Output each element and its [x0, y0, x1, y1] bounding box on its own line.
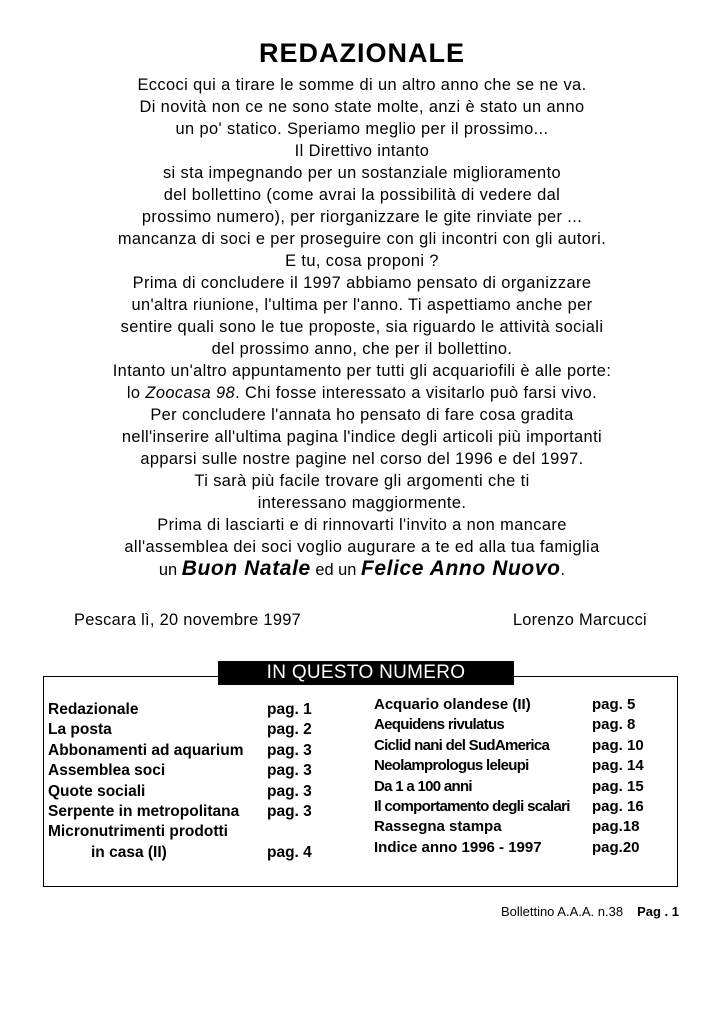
body-line: Intanto un'altro appuntamento per tutti gli acquariofili è alle porte: [112, 362, 612, 380]
zoocasa-suffix: . Chi fosse interessato a visitarlo può farsi vivo. [235, 384, 598, 402]
greeting-post: . [560, 561, 566, 579]
toc-entry-page: pag. 3 [267, 802, 312, 820]
zoocasa-name: Zoocasa 98 [145, 384, 236, 402]
toc-entry-page: pag.18 [592, 818, 640, 836]
body-line: mancanza di soci e per proseguire con gli incontri con gli autori. [117, 230, 607, 248]
toc-entry-title: Indice anno 1996 - 1997 [374, 838, 542, 856]
toc-entry-title: Aequidens rivulatus [374, 716, 505, 734]
greeting-mid: ed un [310, 561, 361, 579]
body-line: Il Direttivo intanto [294, 142, 430, 160]
toc-entry-page: pag. 3 [267, 762, 312, 780]
body-line: apparsi sulle nostre pagine nel corso del 1996 e del 1997. [140, 450, 584, 468]
toc-entry-page: pag. 16 [592, 797, 644, 815]
place-date: Pescara lì, 20 novembre 1997 [74, 611, 302, 629]
body-line: all'assemblea dei soci voglio augurare a te ed alla tua famiglia [124, 538, 600, 556]
toc-entry-page: pag. 10 [592, 736, 644, 754]
toc-entry-title: Serpente in metropolitana [48, 802, 240, 820]
holiday-greeting [0, 557, 724, 581]
body-line: prossimo numero), per riorganizzare le gite rinviate per ... [141, 208, 583, 226]
toc-entry-title: in casa (II) [91, 843, 167, 861]
greeting-pre: un [158, 561, 182, 579]
footer-page-number: Pag . 1 [637, 904, 679, 919]
toc-entry-page: pag.20 [592, 838, 640, 856]
toc-entry-title: Da 1 a 100 anni [374, 777, 472, 795]
page-footer [501, 904, 679, 919]
toc-entry-page: pag. 3 [267, 782, 312, 800]
body-line: Prima di concludere il 1997 abbiamo pensato di organizzare [132, 274, 592, 292]
toc-entry-title: Abbonamenti ad aquarium [48, 741, 244, 759]
toc-entry-title: Rassegna stampa [374, 818, 502, 836]
toc-entry-title: Assemblea soci [48, 762, 166, 780]
body-line: del prossimo anno, che per il bollettino. [211, 340, 513, 358]
body-line: si sta impegnando per un sostanziale miglioramento [162, 164, 562, 182]
body-line: E tu, cosa proponi ? [285, 252, 439, 270]
toc-entry-title: Neolamprologus leleupi [374, 757, 529, 775]
body-line: Di novità non ce ne sono state molte, anzi è stato un anno [139, 98, 585, 116]
toc-entry-page: pag. 15 [592, 777, 644, 795]
toc-entry-page: pag. 5 [592, 696, 636, 713]
body-line: sentire quali sono le tue proposte, sia riguardo le attività sociali [120, 318, 604, 336]
editorial-body [50, 74, 674, 558]
footer-publication: Bollettino A.A.A. n.38 [500, 904, 624, 919]
toc-entry-page: pag. 2 [267, 721, 312, 739]
zoocasa-prefix: lo [126, 384, 146, 402]
toc-entry-page: pag. 3 [267, 741, 312, 759]
body-line: interessano maggiormente. [257, 494, 467, 512]
body-line: un po' statico. Speriamo meglio per il prossimo... [175, 120, 549, 138]
toc-entry-title: Micronutrimenti prodotti [48, 823, 228, 841]
greeting-felice-anno-nuovo: Felice Anno Nuovo [360, 557, 561, 580]
toc-entry-page: pag. 8 [592, 716, 636, 734]
body-line: nell'inserire all'ultima pagina l'indice degli articoli più importanti [121, 428, 603, 446]
toc-entry-title: Quote sociali [48, 782, 146, 800]
author-signature: Lorenzo Marcucci [512, 611, 647, 629]
body-line: Ti sarà più facile trovare gli argomenti che ti [194, 472, 530, 490]
body-line-zoocasa [50, 382, 674, 404]
body-line: Eccoci qui a tirare le somme di un altro anno che se ne va. [137, 76, 587, 94]
toc-entry-title: Ciclid nani del SudAmerica [374, 736, 550, 754]
page-title: REDAZIONALE [259, 38, 465, 68]
body-line: un'altra riunione, l'ultima per l'anno. Ti aspettiamo anche per [131, 296, 593, 314]
body-line: Per concludere l'annata ho pensato di fare cosa gradita [150, 406, 574, 424]
toc-entry-title: Il comportamento degli scalari [374, 797, 570, 815]
toc-entry-page: pag. 4 [267, 843, 312, 861]
toc-entry-title: La posta [48, 721, 112, 739]
toc-entry-title: Redazionale [48, 701, 139, 718]
body-line: del bollettino (come avrai la possibilità di vedere dal [163, 186, 561, 204]
toc-entry-title: Acquario olandese (II) [374, 696, 531, 713]
toc-entry-page: pag. 14 [592, 757, 644, 775]
toc-header: IN QUESTO NUMERO [218, 661, 514, 685]
greeting-buon-natale: Buon Natale [181, 557, 311, 580]
body-line: Prima di lasciarti e di rinnovarti l'invito a non mancare [157, 516, 567, 534]
toc-entry-page: pag. 1 [267, 701, 312, 718]
